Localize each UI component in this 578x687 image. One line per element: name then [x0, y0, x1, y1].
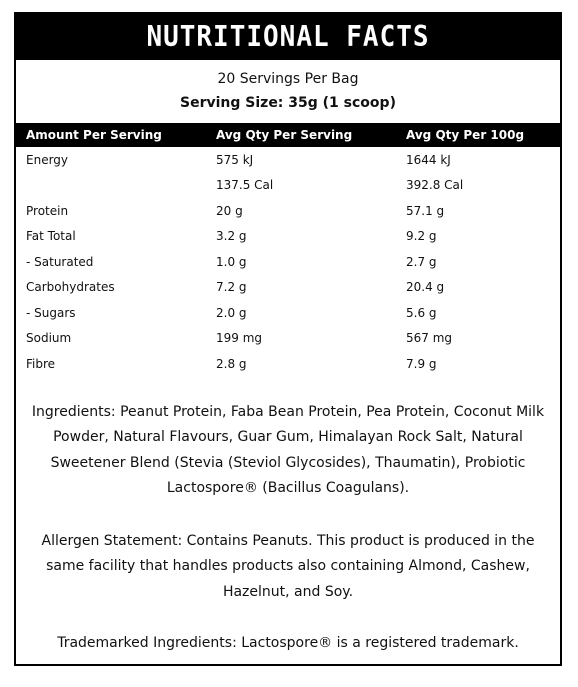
- nutrient-name: Fibre: [26, 356, 56, 371]
- per-100g-value: 1644 kJ: [406, 152, 451, 167]
- per-100g-value: 2.7 g: [406, 254, 437, 269]
- nutrition-table: [16, 123, 560, 377]
- per-100g-value: 57.1 g: [406, 203, 445, 218]
- table-row: [16, 173, 560, 199]
- per-100g-value: 20.4 g: [406, 280, 445, 295]
- per-100g-value: 5.6 g: [406, 305, 437, 320]
- per-100g-value: 7.9 g: [406, 356, 437, 371]
- per-serving-value: 575 kJ: [216, 152, 254, 167]
- per-serving-value: 1.0 g: [216, 254, 247, 269]
- per-serving-value: 2.0 g: [216, 305, 247, 320]
- title-bar: [16, 14, 560, 60]
- nutrient-name: Energy: [26, 152, 69, 167]
- header-amount-per-serving: Amount Per Serving: [26, 128, 162, 142]
- nutrient-name: - Saturated: [26, 254, 94, 269]
- nutrient-name: Protein: [26, 203, 69, 218]
- nutrition-panel: [14, 12, 562, 666]
- per-serving-value: 199 mg: [216, 331, 263, 346]
- per-serving-value: 20 g: [216, 203, 243, 218]
- table-row: [16, 326, 560, 352]
- table-row: [16, 275, 560, 301]
- nutrient-name: Carbohydrates: [26, 280, 115, 295]
- nutrient-name: - Sugars: [26, 305, 76, 320]
- per-100g-value: 567 mg: [406, 331, 453, 346]
- table-row: [16, 249, 560, 275]
- nutrient-name: Sodium: [26, 331, 72, 346]
- table-row: [16, 224, 560, 250]
- panel-title: NUTRITIONAL FACTS: [146, 20, 430, 54]
- per-serving-value: 7.2 g: [216, 280, 247, 295]
- table-row: [16, 198, 560, 224]
- per-100g-value: 9.2 g: [406, 229, 437, 244]
- per-serving-value: 137.5 Cal: [216, 178, 274, 193]
- nutrient-name: Fat Total: [26, 229, 76, 244]
- nutrient-name: [16, 173, 206, 199]
- table-row: [16, 300, 560, 326]
- trademark-note: Trademarked Ingredients: Lactospore® is a registered trademark.: [57, 635, 519, 651]
- table-header-row: [16, 123, 560, 147]
- servings-per-bag: 20 Servings Per Bag: [217, 71, 359, 87]
- serving-size: Serving Size: 35g (1 scoop): [180, 95, 396, 111]
- header-avg-qty-per-100g: Avg Qty Per 100g: [406, 128, 525, 142]
- per-serving-value: 2.8 g: [216, 356, 247, 371]
- allergen-statement: Allergen Statement: Contains Peanuts. This product is produced in the same facility that handles products also containing Almond, Cashew, Hazelnut, and Soy.: [41, 532, 535, 600]
- ingredients-text: Ingredients: Peanut Protein, Faba Bean Protein, Pea Protein, Coconut Milk Powder, Natural Flavours, Guar Gum, Himalayan Rock Salt, Natural Sweetener Blend (Stevia (Steviol Glycosides), Thaumatin), Probiotic Lactospore® (Bacillus Coagulans).: [31, 403, 545, 496]
- table-row: [16, 147, 560, 173]
- per-serving-value: 3.2 g: [216, 229, 247, 244]
- per-100g-value: 392.8 Cal: [406, 178, 464, 193]
- header-avg-qty-per-serving: Avg Qty Per Serving: [216, 128, 353, 142]
- table-row: [16, 351, 560, 377]
